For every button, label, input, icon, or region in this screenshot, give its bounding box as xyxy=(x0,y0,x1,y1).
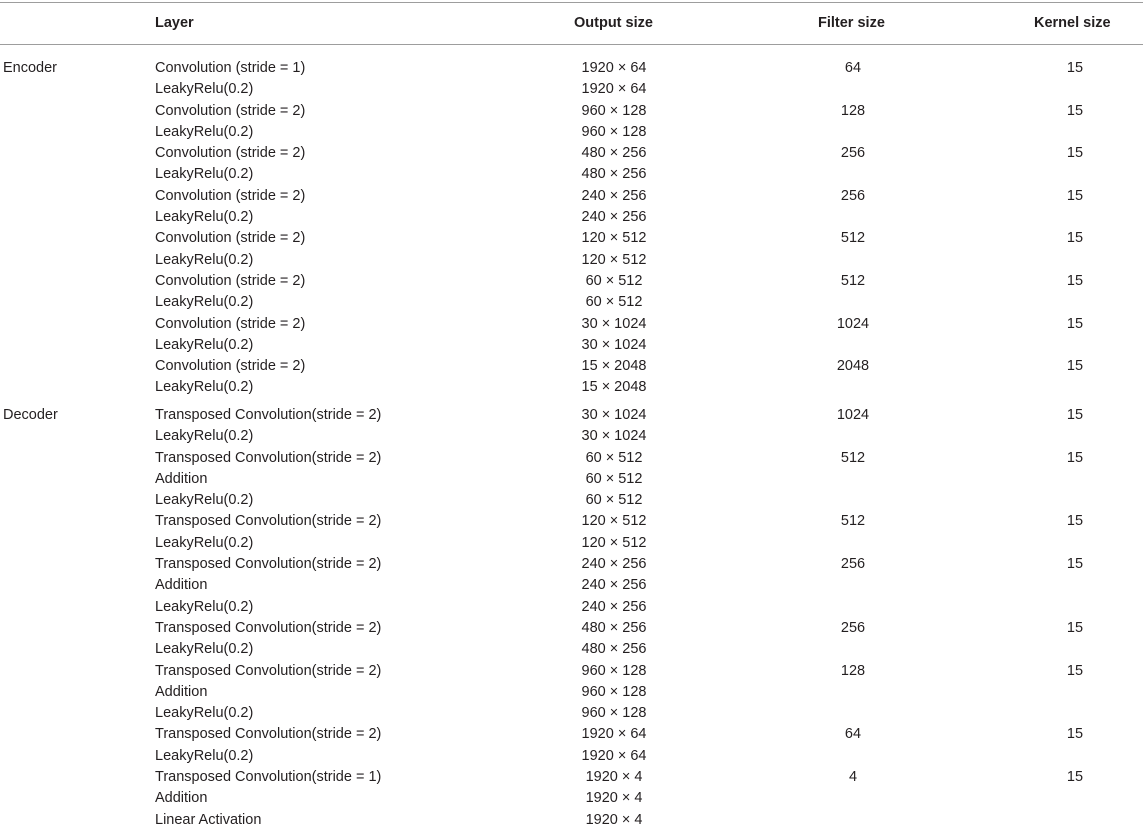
layer-cell: Convolution (stride = 2) xyxy=(155,187,306,204)
table-row xyxy=(0,554,1143,575)
table-row xyxy=(0,533,1143,554)
filter-size-cell: 256 xyxy=(840,619,866,636)
filter-size-cell: 256 xyxy=(840,556,866,573)
filter-size-cell: 128 xyxy=(840,662,866,679)
kernel-size-cell: 15 xyxy=(1066,769,1084,786)
filter-size-cell: 1024 xyxy=(836,407,870,423)
layer-cell: Transposed Convolution(stride = 2) xyxy=(155,619,382,636)
kernel-size-cell: 15 xyxy=(1066,102,1084,119)
filter-size-cell: 512 xyxy=(840,449,866,466)
output-size-cell: 30 × 1024 xyxy=(581,336,647,353)
output-size-cell: 1920 × 4 xyxy=(585,769,643,786)
output-size-cell: 30 × 1024 xyxy=(581,315,647,332)
filter-size-cell: 512 xyxy=(840,272,866,289)
layer-cell: Transposed Convolution(stride = 2) xyxy=(155,662,382,679)
filter-size-cell: 2048 xyxy=(836,358,870,375)
output-size-cell: 240 × 256 xyxy=(581,209,647,226)
table-row xyxy=(0,469,1143,490)
layer-cell: LeakyRelu(0.2) xyxy=(155,705,254,722)
output-size-cell: 240 × 256 xyxy=(581,556,647,573)
filter-size-cell: 512 xyxy=(840,230,866,247)
layer-cell: Convolution (stride = 2) xyxy=(155,145,306,162)
output-size-cell: 120 × 512 xyxy=(581,230,647,247)
section-encoder xyxy=(0,58,1143,399)
output-size-cell: 960 × 128 xyxy=(581,662,647,679)
output-size-cell: 1920 × 64 xyxy=(581,747,647,764)
table-row xyxy=(0,79,1143,100)
layer-cell: LeakyRelu(0.2) xyxy=(155,251,254,268)
output-size-cell: 30 × 1024 xyxy=(581,407,647,423)
table-row xyxy=(0,314,1143,335)
filter-size-cell: 4 xyxy=(848,769,858,786)
kernel-size-cell: 15 xyxy=(1066,187,1084,204)
layer-cell: LeakyRelu(0.2) xyxy=(155,379,254,396)
table-row xyxy=(0,810,1143,831)
table-row xyxy=(0,405,1143,426)
filter-size-cell: 512 xyxy=(840,513,866,530)
output-size-cell: 120 × 512 xyxy=(581,251,647,268)
header-layer: Layer xyxy=(155,15,194,31)
output-size-cell: 15 × 2048 xyxy=(581,358,647,375)
section-rows xyxy=(0,58,1143,399)
table-row xyxy=(0,58,1143,79)
table-row xyxy=(0,682,1143,703)
layer-cell: Transposed Convolution(stride = 2) xyxy=(155,726,382,743)
layer-cell: LeakyRelu(0.2) xyxy=(155,428,254,445)
table-row xyxy=(0,228,1143,249)
filter-size-cell: 1024 xyxy=(836,315,870,332)
output-size-cell: 480 × 256 xyxy=(581,641,647,658)
layer-cell: LeakyRelu(0.2) xyxy=(155,294,254,311)
table-row xyxy=(0,426,1143,447)
filter-size-cell: 128 xyxy=(840,102,866,119)
table-row xyxy=(0,788,1143,809)
layer-cell: LeakyRelu(0.2) xyxy=(155,598,254,615)
table-row xyxy=(0,618,1143,639)
table-row xyxy=(0,356,1143,377)
table-row xyxy=(0,186,1143,207)
kernel-size-cell: 15 xyxy=(1066,272,1084,289)
table-row xyxy=(0,207,1143,228)
output-size-cell: 960 × 128 xyxy=(581,683,647,700)
table-row xyxy=(0,143,1143,164)
output-size-cell: 1920 × 4 xyxy=(585,811,643,828)
output-size-cell: 1920 × 64 xyxy=(581,81,647,98)
layer-cell: LeakyRelu(0.2) xyxy=(155,336,254,353)
table-row xyxy=(0,448,1143,469)
layer-cell: LeakyRelu(0.2) xyxy=(155,492,254,509)
output-size-cell: 60 × 512 xyxy=(585,449,643,466)
layer-cell: Convolution (stride = 2) xyxy=(155,272,306,289)
table-row xyxy=(0,490,1143,511)
section-decoder xyxy=(0,405,1143,831)
layer-cell: LeakyRelu(0.2) xyxy=(155,166,254,183)
table-row xyxy=(0,122,1143,143)
layer-cell: Addition xyxy=(155,683,208,700)
table-row xyxy=(0,292,1143,313)
kernel-size-cell: 15 xyxy=(1066,726,1084,743)
output-size-cell: 480 × 256 xyxy=(581,619,647,636)
layer-cell: LeakyRelu(0.2) xyxy=(155,123,254,140)
output-size-cell: 1920 × 4 xyxy=(585,790,643,807)
table-header-rule xyxy=(0,44,1143,45)
output-size-cell: 960 × 128 xyxy=(581,705,647,722)
output-size-cell: 15 × 2048 xyxy=(581,379,647,396)
kernel-size-cell: 15 xyxy=(1066,230,1084,247)
layer-cell: Addition xyxy=(155,577,208,594)
output-size-cell: 60 × 512 xyxy=(585,294,643,311)
layer-cell: Transposed Convolution(stride = 2) xyxy=(155,556,382,573)
table-row xyxy=(0,767,1143,788)
layer-cell: Convolution (stride = 2) xyxy=(155,230,306,247)
table-row xyxy=(0,164,1143,185)
table-row xyxy=(0,377,1143,398)
table-row xyxy=(0,639,1143,660)
output-size-cell: 120 × 512 xyxy=(581,534,647,551)
layer-cell: LeakyRelu(0.2) xyxy=(155,747,254,764)
layer-cell: LeakyRelu(0.2) xyxy=(155,534,254,551)
kernel-size-cell: 15 xyxy=(1066,662,1084,679)
table-row xyxy=(0,271,1143,292)
layer-cell: Convolution (stride = 2) xyxy=(155,358,306,375)
output-size-cell: 960 × 128 xyxy=(581,102,647,119)
output-size-cell: 60 × 512 xyxy=(585,492,643,509)
output-size-cell: 120 × 512 xyxy=(581,513,647,530)
layer-cell: Transposed Convolution(stride = 2) xyxy=(155,513,382,530)
table-row xyxy=(0,724,1143,745)
layer-cell: Transposed Convolution(stride = 1) xyxy=(155,769,382,786)
output-size-cell: 960 × 128 xyxy=(581,123,647,140)
table-row xyxy=(0,250,1143,271)
table-header xyxy=(0,3,1143,44)
layer-cell: Addition xyxy=(155,790,208,807)
section-rows xyxy=(0,405,1143,831)
table-row xyxy=(0,511,1143,532)
layer-cell: LeakyRelu(0.2) xyxy=(155,209,254,226)
header-filter-size: Filter size xyxy=(818,15,885,31)
output-size-cell: 60 × 512 xyxy=(585,272,643,289)
filter-size-cell: 256 xyxy=(840,187,866,204)
layer-cell: Transposed Convolution(stride = 2) xyxy=(155,407,382,423)
output-size-cell: 480 × 256 xyxy=(581,145,647,162)
layer-cell: LeakyRelu(0.2) xyxy=(155,81,254,98)
kernel-size-cell: 15 xyxy=(1066,556,1084,573)
output-size-cell: 1920 × 64 xyxy=(581,60,647,76)
kernel-size-cell: 15 xyxy=(1066,407,1084,423)
layer-cell: Convolution (stride = 2) xyxy=(155,315,306,332)
table-row xyxy=(0,101,1143,122)
table-row xyxy=(0,335,1143,356)
table-row xyxy=(0,703,1143,724)
layer-cell: Addition xyxy=(155,470,208,487)
table-row xyxy=(0,597,1143,618)
table-row xyxy=(0,575,1143,596)
output-size-cell: 30 × 1024 xyxy=(581,428,647,445)
table-row xyxy=(0,661,1143,682)
kernel-size-cell: 15 xyxy=(1066,619,1084,636)
layer-cell: Convolution (stride = 2) xyxy=(155,102,306,119)
table-row xyxy=(0,746,1143,767)
header-output-size: Output size xyxy=(574,15,653,31)
layer-cell: Linear Activation xyxy=(155,811,262,828)
output-size-cell: 60 × 512 xyxy=(585,470,643,487)
kernel-size-cell: 15 xyxy=(1066,315,1084,332)
output-size-cell: 1920 × 64 xyxy=(581,726,647,743)
output-size-cell: 240 × 256 xyxy=(581,598,647,615)
kernel-size-cell: 15 xyxy=(1066,449,1084,466)
kernel-size-cell: 15 xyxy=(1066,145,1084,162)
layer-cell: Transposed Convolution(stride = 2) xyxy=(155,449,382,466)
output-size-cell: 240 × 256 xyxy=(581,577,647,594)
output-size-cell: 480 × 256 xyxy=(581,166,647,183)
filter-size-cell: 64 xyxy=(844,60,862,76)
layer-cell: Convolution (stride = 1) xyxy=(155,60,306,76)
layer-cell: LeakyRelu(0.2) xyxy=(155,641,254,658)
kernel-size-cell: 15 xyxy=(1066,60,1084,76)
output-size-cell: 240 × 256 xyxy=(581,187,647,204)
section-label: Decoder xyxy=(3,407,58,423)
filter-size-cell: 256 xyxy=(840,145,866,162)
filter-size-cell: 64 xyxy=(844,726,862,743)
kernel-size-cell: 15 xyxy=(1066,358,1084,375)
kernel-size-cell: 15 xyxy=(1066,513,1084,530)
section-label: Encoder xyxy=(3,60,58,76)
header-kernel-size: Kernel size xyxy=(1034,15,1111,31)
